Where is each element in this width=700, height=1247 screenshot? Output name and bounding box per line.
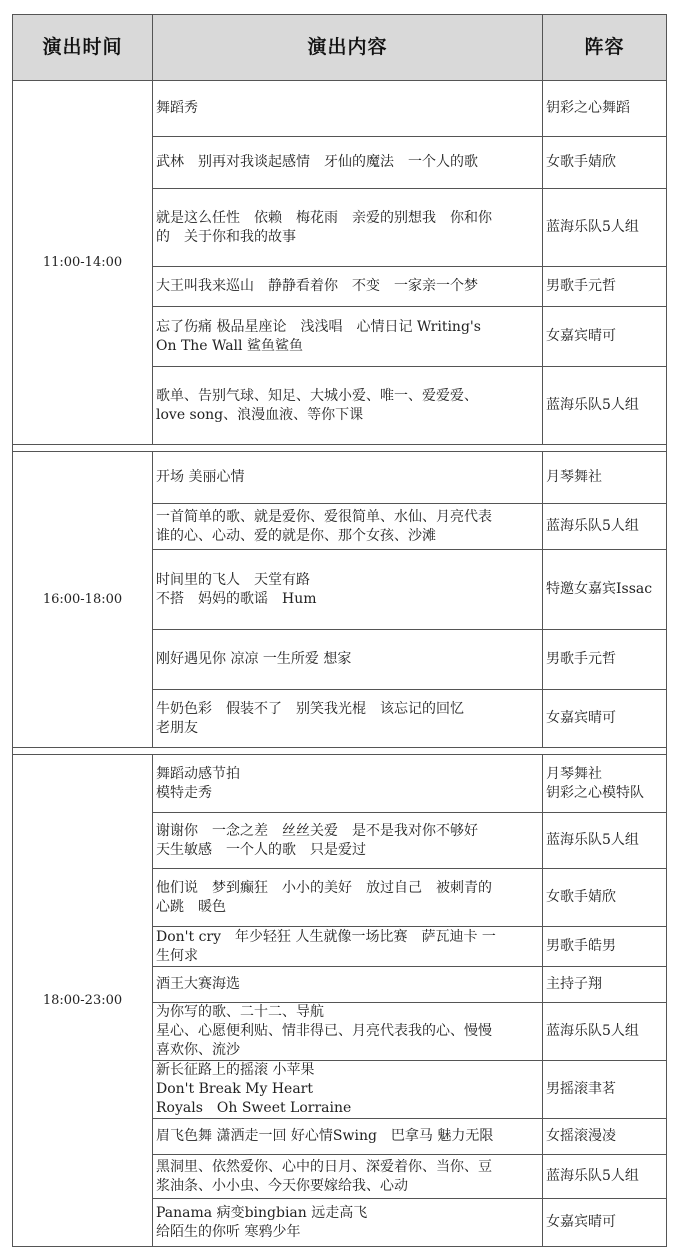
artist-cell — [543, 1061, 667, 1119]
artist-line: 蓝海乐队5人组 — [546, 1168, 639, 1184]
artist-cell — [543, 813, 667, 869]
content-line: 心跳 暖色 — [156, 898, 226, 915]
content-line: 谁的心、心动、爱的就是你、那个女孩、沙滩 — [156, 527, 436, 544]
artist-line: 蓝海乐队5人组 — [546, 518, 639, 534]
artist-line: 男摇滚聿茗 — [546, 1081, 616, 1097]
artist-cell — [543, 550, 667, 630]
content-line: 浆油条、小小虫、今天你要嫁给我、心动 — [156, 1177, 408, 1194]
artist-line: 钥彩之心舞蹈 — [546, 100, 630, 116]
content-line: 他们说 梦到癫狂 小小的美好 放过自己 被刺青的 — [156, 879, 492, 896]
content-line: 歌单、告别气球、知足、大城小爱、唯一、爱爱爱、 — [156, 387, 478, 404]
content-line: 模特走秀 — [156, 784, 212, 801]
artist-cell — [543, 81, 667, 137]
artist-cell — [543, 927, 667, 967]
content-line: 就是这么任性 依赖 梅花雨 亲爱的别想我 你和你 — [156, 209, 492, 226]
artist-cell — [543, 755, 667, 813]
content-line: Don't Break My Heart — [156, 1081, 313, 1097]
content-cell — [153, 690, 543, 748]
content-cell — [153, 630, 543, 690]
artist-line: 女嘉宾晴可 — [546, 1214, 616, 1230]
content-line: 舞蹈动感节拍 — [156, 765, 240, 782]
performance-schedule-table — [12, 14, 667, 1247]
content-line: 忘了伤痛 极品星座论 浅浅唱 心情日记 Writing's — [156, 318, 481, 335]
table-row — [13, 452, 667, 504]
header-content: 演出内容 — [153, 15, 543, 81]
content-cell — [153, 755, 543, 813]
artist-line: 月琴舞社 — [546, 469, 602, 485]
content-cell — [153, 267, 543, 307]
content-line: 为你写的歌、二十二、导航 — [156, 1004, 324, 1020]
artist-cell — [543, 1119, 667, 1155]
artist-line: 男歌手元哲 — [546, 278, 616, 294]
content-cell — [153, 367, 543, 445]
content-line: 的 关于你和我的故事 — [156, 228, 296, 245]
time-slot-cell: 16:00-18:00 — [13, 452, 153, 748]
content-cell — [153, 1199, 543, 1247]
artist-cell — [543, 1199, 667, 1247]
section-gap — [13, 445, 667, 452]
content-cell — [153, 927, 543, 967]
content-line: 黑洞里、依然爱你、心中的日月、深爱着你、当你、豆 — [156, 1158, 492, 1175]
content-line: 大王叫我来巡山 静静看着你 不变 一家亲一个梦 — [156, 278, 478, 294]
artist-line: 月琴舞社 — [546, 765, 602, 782]
artist-line: 女嘉宾晴可 — [546, 328, 616, 344]
content-line: 酒王大赛海选 — [156, 976, 240, 992]
content-cell — [153, 452, 543, 504]
content-cell — [153, 137, 543, 189]
table-header-row — [13, 15, 667, 81]
table-row — [13, 81, 667, 137]
content-line: 一首简单的歌、就是爱你、爱很简单、水仙、月亮代表 — [156, 508, 492, 525]
artist-cell — [543, 504, 667, 550]
artist-line: 蓝海乐队5人组 — [546, 397, 639, 413]
content-line: 给陌生的你听 寒鸦少年 — [156, 1223, 301, 1240]
content-line: Don't cry 年少轻狂 人生就像一场比赛 萨瓦迪卡 一 — [156, 928, 496, 945]
artist-cell — [543, 367, 667, 445]
content-line: 刚好遇见你 凉凉 一生所爱 想家 — [156, 651, 352, 667]
content-cell — [153, 1155, 543, 1199]
content-cell — [153, 869, 543, 927]
artist-cell — [543, 307, 667, 367]
artist-line: 蓝海乐队5人组 — [546, 832, 639, 848]
artist-cell — [543, 630, 667, 690]
artist-line: 女摇滚漫凌 — [546, 1128, 616, 1144]
content-cell — [153, 550, 543, 630]
content-cell — [153, 81, 543, 137]
artist-cell — [543, 189, 667, 267]
content-line: 武林 别再对我谈起感情 牙仙的魔法 一个人的歌 — [156, 154, 478, 170]
content-cell — [153, 504, 543, 550]
artist-cell — [543, 1003, 667, 1061]
artist-line: 男歌手元哲 — [546, 651, 616, 667]
content-cell — [153, 307, 543, 367]
content-line: 时间里的飞人 天堂有路 — [156, 571, 310, 588]
content-line: 舞蹈秀 — [156, 100, 198, 116]
content-cell — [153, 813, 543, 869]
artist-line: 男歌手皓男 — [546, 938, 616, 954]
content-cell — [153, 189, 543, 267]
content-line: Royals Oh Sweet Lorraine — [156, 1100, 352, 1116]
content-line: 眉飞色舞 潇洒走一回 好心情Swing 巴拿马 魅力无限 — [156, 1128, 494, 1144]
artist-line: 钥彩之心模特队 — [546, 784, 644, 801]
content-cell — [153, 1003, 543, 1061]
content-cell — [153, 1119, 543, 1155]
content-line: 谢谢你 一念之差 丝丝关爱 是不是我对你不够好 — [156, 822, 478, 839]
artist-line: 女歌手婧欣 — [546, 889, 616, 905]
content-line: 不搭 妈妈的歌谣 Hum — [156, 590, 317, 607]
header-time: 演出时间 — [13, 15, 153, 81]
artist-cell — [543, 967, 667, 1003]
content-line: On The Wall 鲨鱼鲨鱼 — [156, 337, 303, 354]
artist-cell — [543, 690, 667, 748]
time-slot-cell: 11:00-14:00 — [13, 81, 153, 445]
artist-line: 特邀女嘉宾Issac — [546, 581, 653, 597]
content-line: 老朋友 — [156, 719, 198, 736]
artist-line: 女嘉宾晴可 — [546, 710, 616, 726]
section-gap — [13, 748, 667, 755]
artist-line: 蓝海乐队5人组 — [546, 219, 639, 235]
header-artist: 阵容 — [543, 15, 667, 81]
artist-cell — [543, 452, 667, 504]
content-cell — [153, 967, 543, 1003]
content-line: 星心、心愿便利贴、情非得已、月亮代表我的心、慢慢 — [156, 1023, 492, 1039]
content-line: 生何求 — [156, 947, 198, 964]
artist-line: 女歌手婧欣 — [546, 154, 616, 170]
content-line: 牛奶色彩 假装不了 别笑我光棍 该忘记的回忆 — [156, 700, 464, 717]
content-line: 开场 美丽心情 — [156, 469, 245, 485]
artist-cell — [543, 137, 667, 189]
artist-line: 主持子翔 — [546, 976, 602, 992]
time-slot-cell: 18:00-23:00 — [13, 755, 153, 1247]
content-line: 喜欢你、流沙 — [156, 1042, 240, 1058]
table-row — [13, 755, 667, 813]
artist-cell — [543, 869, 667, 927]
content-line: Panama 病变bingbian 远走高飞 — [156, 1204, 368, 1221]
content-line: 新长征路上的摇滚 小苹果 — [156, 1062, 315, 1078]
content-line: 天生敏感 一个人的歌 只是爱过 — [156, 841, 366, 858]
content-cell — [153, 1061, 543, 1119]
content-line: love song、浪漫血液、等你下课 — [156, 406, 364, 423]
artist-line: 蓝海乐队5人组 — [546, 1023, 639, 1039]
artist-cell — [543, 267, 667, 307]
artist-cell — [543, 1155, 667, 1199]
